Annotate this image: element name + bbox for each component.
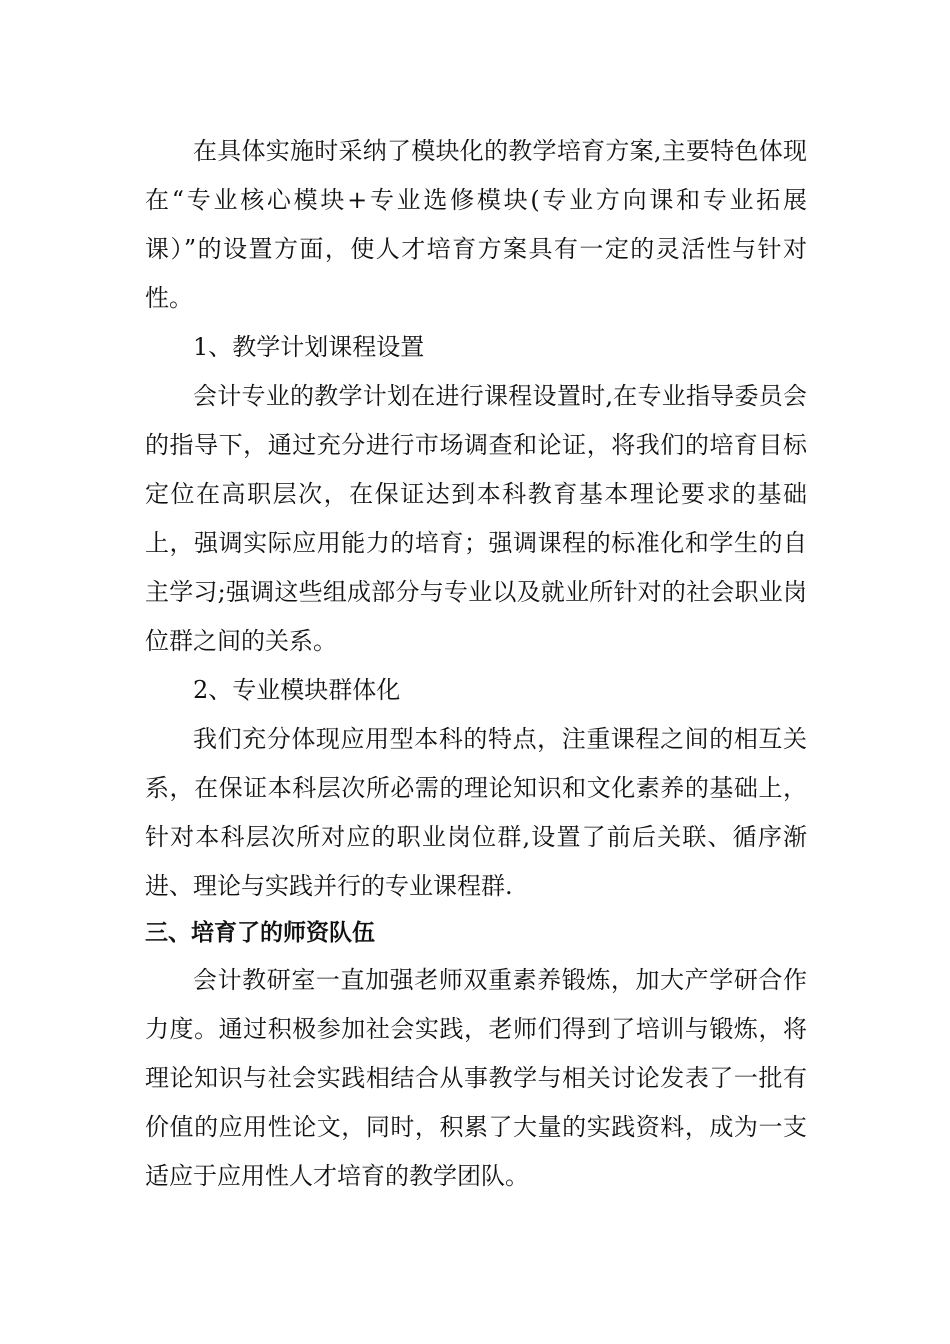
subheading-curriculum: 1、教学计划课程设置 (193, 333, 425, 361)
paragraph-curriculum: 会计专业的教学计划在进行课程设置时,在专业指导委员会的指导下，通过充分进行市场调查和论证，将我们的培育目标定位在高职层次，在保证达到本科教育基本理论要求的基础上，强调实际应用能力的培育；强调课程的标准化和学生的自主学习;强调这些组成部分与专业以及就业所针对的社会职业岗位群之间的关系。 (145, 382, 807, 655)
document-body (145, 127, 807, 1201)
section-heading-faculty: 三、培育了的师资队伍 (145, 920, 375, 946)
paragraph-faculty: 会计教研室一直加强老师双重素养锻炼，加大产学研合作力度。通过积极参加社会实践，老师们得到了培训与锻炼，将理论知识与社会实践相结合从事教学与相关讨论发表了一批有价值的应用性论文，同时，积累了大量的实践资料，成为一支适应于应用性人才培育的教学团队。 (145, 966, 807, 1190)
paragraph-modular-plan: 在具体实施时采纳了模块化的教学培育方案,主要特色体现在“专业核心模块+专业选修模块(专业方向课和专业拓展课）”的设置方面，使人才培育方案具有一定的灵活性与针对性。 (145, 137, 807, 312)
paragraph-module-groups: 我们充分体现应用型本科的特点，注重课程之间的相互关系，在保证本科层次所必需的理论知识和文化素养的基础上，针对本科层次所对应的职业岗位群,设置了前后关联、循序渐进、理论与实践并行的专业课程群. (145, 725, 807, 900)
subheading-module-groups: 2、专业模块群体化 (193, 676, 401, 704)
